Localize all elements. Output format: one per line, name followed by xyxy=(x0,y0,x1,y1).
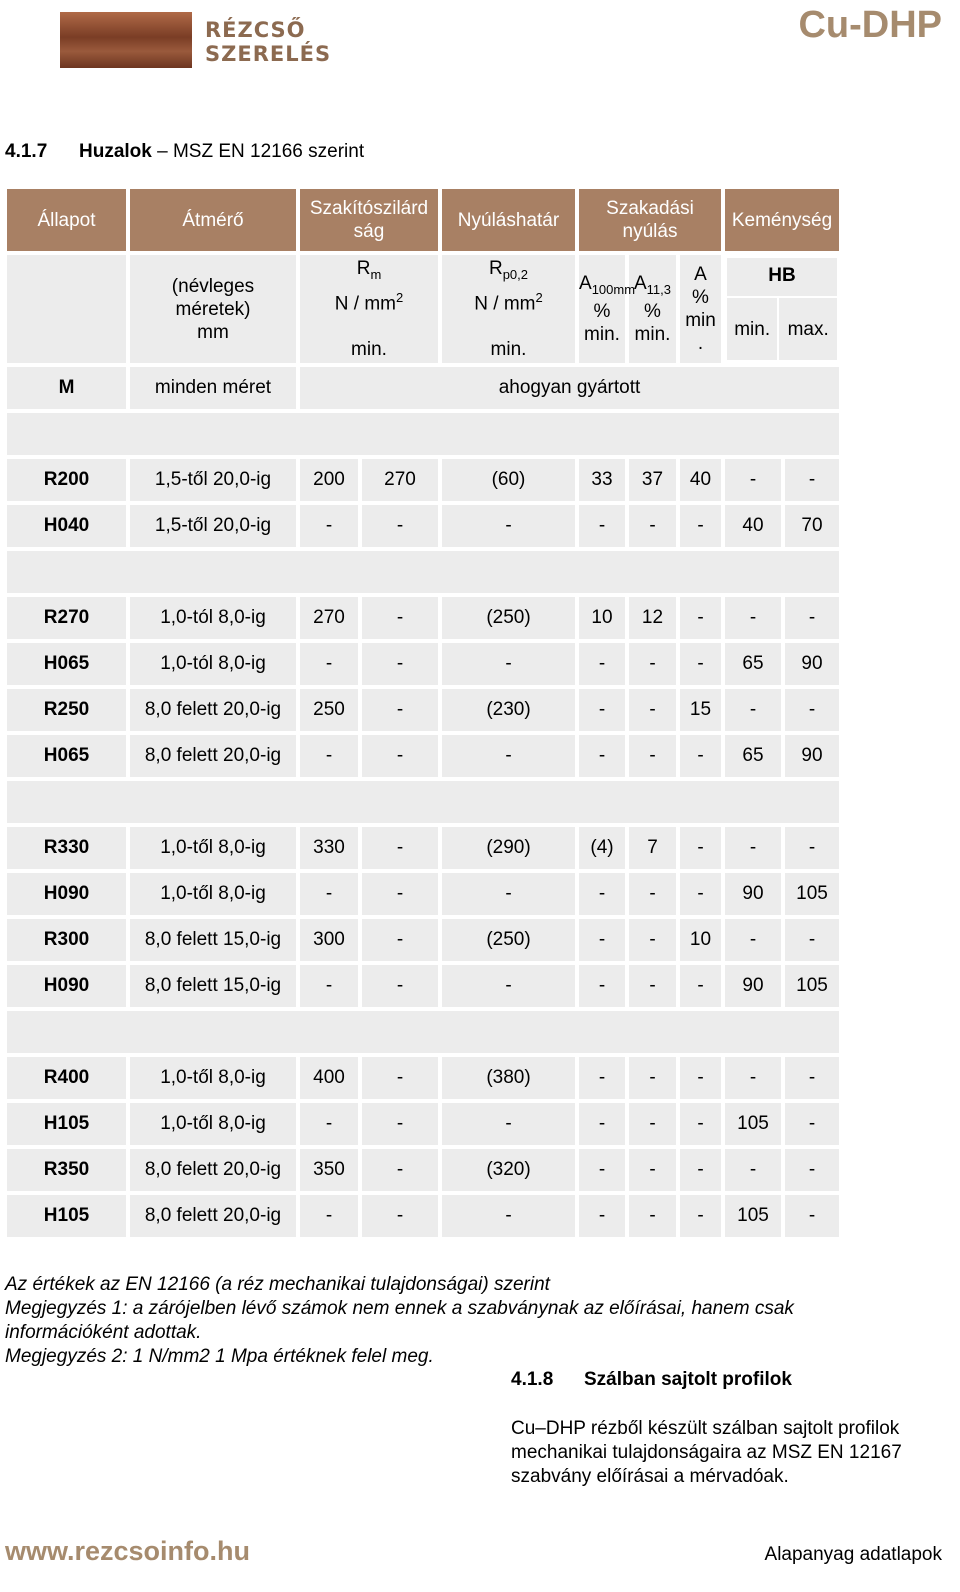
table-cell: - xyxy=(360,871,440,917)
table-cell: - xyxy=(627,871,678,917)
logo-text-line2: SZERELÉS xyxy=(205,42,332,66)
table-cell: - xyxy=(627,641,678,687)
cell-state: H040 xyxy=(5,503,128,549)
table-cell: - xyxy=(360,733,440,779)
table-cell: 8,0 felett 20,0-ig xyxy=(128,1193,298,1239)
table-cell: - xyxy=(440,503,577,549)
subheader-a113: $A_{11,3}$ % min. xyxy=(627,253,678,365)
table-cell: 200 xyxy=(298,457,360,503)
table-row xyxy=(5,1101,841,1147)
table-cell: 105 xyxy=(783,871,841,917)
table-cell: - xyxy=(298,641,360,687)
logo-text-line1: RÉZCSŐ xyxy=(205,18,306,42)
table-cell: 1,0-től 8,0-ig xyxy=(128,871,298,917)
table-cell: - xyxy=(627,1193,678,1239)
table-cell: 105 xyxy=(783,963,841,1009)
table-cell: - xyxy=(577,1193,627,1239)
table-spacer-row xyxy=(5,549,841,595)
table-cell: - xyxy=(298,733,360,779)
table-cell: - xyxy=(627,503,678,549)
header-tensile-strength: Szakítószilárd ság xyxy=(298,187,440,253)
table-cell: - xyxy=(783,1193,841,1239)
table-cell: (380) xyxy=(440,1055,577,1101)
table-row xyxy=(5,733,841,779)
table-cell: - xyxy=(678,1193,723,1239)
table-cell: - xyxy=(577,1055,627,1101)
table-cell: 7 xyxy=(627,825,678,871)
section-number: 4.1.7 xyxy=(5,141,48,162)
section2-number: 4.1.8 xyxy=(511,1369,554,1390)
cell-state: H090 xyxy=(5,871,128,917)
properties-table xyxy=(5,187,841,1239)
table-cell: - xyxy=(298,1101,360,1147)
table-cell: 10 xyxy=(678,917,723,963)
table-cell: 1,0-től 8,0-ig xyxy=(128,1055,298,1101)
table-cell: - xyxy=(678,825,723,871)
table-row xyxy=(5,457,841,503)
table-spacer-row xyxy=(5,411,841,457)
table-cell: - xyxy=(627,1101,678,1147)
table-cell: - xyxy=(678,641,723,687)
section2-heading xyxy=(511,1369,792,1391)
company-logo xyxy=(60,10,332,70)
table-cell: 1,5-től 20,0-ig xyxy=(128,503,298,549)
table-row xyxy=(5,1147,841,1193)
table-cell: 65 xyxy=(723,641,783,687)
table-cell: - xyxy=(678,1055,723,1101)
table-cell: 105 xyxy=(723,1193,783,1239)
subheader-diameter: (névleges méretek) mm xyxy=(128,253,298,365)
table-cell: 270 xyxy=(360,457,440,503)
table-cell: - xyxy=(678,963,723,1009)
table-cell: 1,0-tól 8,0-ig xyxy=(128,641,298,687)
table-row-m: M minden méret ahogyan gyártott xyxy=(5,365,841,411)
table-cell: - xyxy=(577,1101,627,1147)
table-cell: - xyxy=(577,871,627,917)
table-cell: - xyxy=(577,503,627,549)
table-cell: - xyxy=(360,963,440,1009)
note-line: Megjegyzés 2: 1 N/mm2 1 Mpa értéknek felel meg. xyxy=(5,1346,434,1367)
table-cell: - xyxy=(440,1193,577,1239)
subheader-a: A % min . xyxy=(678,253,723,365)
table-cell: (60) xyxy=(440,457,577,503)
table-row xyxy=(5,687,841,733)
cell-state: R270 xyxy=(5,595,128,641)
table-cell: 1,0-től 8,0-ig xyxy=(128,1101,298,1147)
table-cell: 400 xyxy=(298,1055,360,1101)
logo-copper-graphic xyxy=(60,12,192,68)
table-cell: 330 xyxy=(298,825,360,871)
cell-state: H090 xyxy=(5,963,128,1009)
table-cell: (290) xyxy=(440,825,577,871)
table-cell: - xyxy=(440,963,577,1009)
table-cell: 15 xyxy=(678,687,723,733)
table-cell: - xyxy=(723,595,783,641)
table-cell: 105 xyxy=(723,1101,783,1147)
cell-state: H065 xyxy=(5,641,128,687)
table-cell: 40 xyxy=(723,503,783,549)
table-cell: - xyxy=(678,595,723,641)
note-line: Megjegyzés 1: a zárójelben lévő számok nem ennek a szabványnak az előírásai, hanem csak xyxy=(5,1298,794,1319)
table-cell: - xyxy=(783,1147,841,1193)
table-cell: 37 xyxy=(627,457,678,503)
cell-state: R250 xyxy=(5,687,128,733)
table-cell: - xyxy=(360,917,440,963)
note-line: Az értékek az EN 12166 (a réz mechanikai tulajdonságai) szerint xyxy=(5,1274,550,1295)
table-cell: - xyxy=(783,595,841,641)
table-cell: - xyxy=(577,641,627,687)
table-cell: - xyxy=(678,733,723,779)
table-cell: - xyxy=(298,871,360,917)
table-cell: - xyxy=(723,917,783,963)
cell-state: R300 xyxy=(5,917,128,963)
table-cell: 70 xyxy=(783,503,841,549)
table-cell: - xyxy=(627,687,678,733)
table-cell: 90 xyxy=(723,871,783,917)
table-cell: 40 xyxy=(678,457,723,503)
table-cell: - xyxy=(723,1055,783,1101)
table-cell: - xyxy=(577,687,627,733)
table-cell: 10 xyxy=(577,595,627,641)
table-cell: 300 xyxy=(298,917,360,963)
table-cell: - xyxy=(360,641,440,687)
table-cell: - xyxy=(627,1055,678,1101)
table-cell: - xyxy=(360,1055,440,1101)
table-cell: - xyxy=(783,687,841,733)
table-cell: 12 xyxy=(627,595,678,641)
section-title-rest: – MSZ EN 12166 szerint xyxy=(151,141,365,162)
footer-website-link[interactable]: www.rezcsoinfo.hu xyxy=(5,1536,251,1566)
table-cell: - xyxy=(723,457,783,503)
table-cell: - xyxy=(723,1147,783,1193)
table-cell: - xyxy=(783,457,841,503)
table-cell: 350 xyxy=(298,1147,360,1193)
table-cell: - xyxy=(577,963,627,1009)
section2-title: Szálban sajtolt profilok xyxy=(584,1369,792,1390)
table-cell: 1,5-től 20,0-ig xyxy=(128,457,298,503)
table-cell: - xyxy=(723,825,783,871)
table-cell: (4) xyxy=(577,825,627,871)
table-row xyxy=(5,963,841,1009)
table-cell: - xyxy=(627,1147,678,1193)
table-row xyxy=(5,595,841,641)
section-title-bold: Huzalok xyxy=(79,141,152,162)
table-cell: - xyxy=(627,963,678,1009)
table-cell: (250) xyxy=(440,917,577,963)
table-cell: 8,0 felett 20,0-ig xyxy=(128,1147,298,1193)
table-cell: 90 xyxy=(783,641,841,687)
cell-state: R400 xyxy=(5,1055,128,1101)
section-heading xyxy=(5,141,364,163)
table-cell: - xyxy=(360,1147,440,1193)
table-cell: - xyxy=(678,1101,723,1147)
table-cell: - xyxy=(783,825,841,871)
table-spacer-row xyxy=(5,779,841,825)
table-cell: - xyxy=(627,733,678,779)
table-row xyxy=(5,503,841,549)
table-cell: - xyxy=(678,871,723,917)
table-cell: 90 xyxy=(723,963,783,1009)
note-line: információként adottak. xyxy=(5,1322,202,1343)
table-cell: - xyxy=(440,871,577,917)
table-cell: - xyxy=(440,733,577,779)
header-state: Állapot xyxy=(5,187,128,253)
table-cell: - xyxy=(678,503,723,549)
table-cell: 8,0 felett 20,0-ig xyxy=(128,733,298,779)
table-cell: - xyxy=(360,503,440,549)
table-cell: - xyxy=(678,1147,723,1193)
header-yield-strength: Nyúláshatár xyxy=(440,187,577,253)
table-cell: - xyxy=(577,733,627,779)
header-diameter: Átmérő xyxy=(128,187,298,253)
table-cell: - xyxy=(783,1055,841,1101)
table-cell: - xyxy=(723,687,783,733)
subheader-hb: HB min. max. xyxy=(723,253,841,365)
table-cell: 270 xyxy=(298,595,360,641)
table-cell: (320) xyxy=(440,1147,577,1193)
header-elongation: Szakadási nyúlás xyxy=(577,187,723,253)
table-header-row xyxy=(5,187,841,253)
table-cell: 1,0-től 8,0-ig xyxy=(128,825,298,871)
table-row xyxy=(5,641,841,687)
table-cell: - xyxy=(360,1193,440,1239)
footer-category: Alapanyag adatlapok xyxy=(764,1544,942,1565)
subheader-rm: $R_m$ N / $mm^2$ min. xyxy=(298,253,440,365)
table-cell: 8,0 felett 20,0-ig xyxy=(128,687,298,733)
table-cell: 8,0 felett 15,0-ig xyxy=(128,963,298,1009)
table-cell: - xyxy=(298,503,360,549)
table-cell: - xyxy=(627,917,678,963)
table-subheader-row xyxy=(5,253,841,365)
subheader-rp02: $R_{p0,2}$ N / $mm^2$ min. xyxy=(440,253,577,365)
table-cell: 90 xyxy=(783,733,841,779)
table-cell: - xyxy=(440,641,577,687)
table-cell: (230) xyxy=(440,687,577,733)
cell-state: H065 xyxy=(5,733,128,779)
table-row xyxy=(5,917,841,963)
table-cell: - xyxy=(440,1101,577,1147)
cell-state: R350 xyxy=(5,1147,128,1193)
table-cell: - xyxy=(360,595,440,641)
table-row xyxy=(5,871,841,917)
table-cell: 250 xyxy=(298,687,360,733)
table-notes xyxy=(5,1273,935,1369)
table-cell: - xyxy=(783,917,841,963)
table-cell: 33 xyxy=(577,457,627,503)
subheader-state xyxy=(5,253,128,365)
table-cell: 65 xyxy=(723,733,783,779)
table-cell: - xyxy=(360,687,440,733)
table-cell: - xyxy=(577,917,627,963)
table-row xyxy=(5,1055,841,1101)
section2-body: Cu–DHP rézből készült szálban sajtolt profilok mechanikai tulajdonságaira az MSZ EN 12167 szabvány előírásai a mérvadóak. xyxy=(511,1418,902,1487)
cell-state: H105 xyxy=(5,1101,128,1147)
table-row xyxy=(5,1193,841,1239)
table-cell: 1,0-tól 8,0-ig xyxy=(128,595,298,641)
table-spacer-row xyxy=(5,1009,841,1055)
table-cell: - xyxy=(577,1147,627,1193)
table-cell: - xyxy=(360,1101,440,1147)
subheader-a100mm: $A_{100mm}$ % min. xyxy=(577,253,627,365)
table-cell: - xyxy=(783,1101,841,1147)
table-cell: - xyxy=(360,825,440,871)
header-hardness: Keménység xyxy=(723,187,841,253)
table-row xyxy=(5,825,841,871)
table-cell: (250) xyxy=(440,595,577,641)
cell-state: R330 xyxy=(5,825,128,871)
table-cell: 8,0 felett 15,0-ig xyxy=(128,917,298,963)
table-cell: - xyxy=(298,963,360,1009)
cell-state: R200 xyxy=(5,457,128,503)
table-cell: - xyxy=(298,1193,360,1239)
document-title: Cu-DHP xyxy=(798,4,942,46)
cell-state: H105 xyxy=(5,1193,128,1239)
